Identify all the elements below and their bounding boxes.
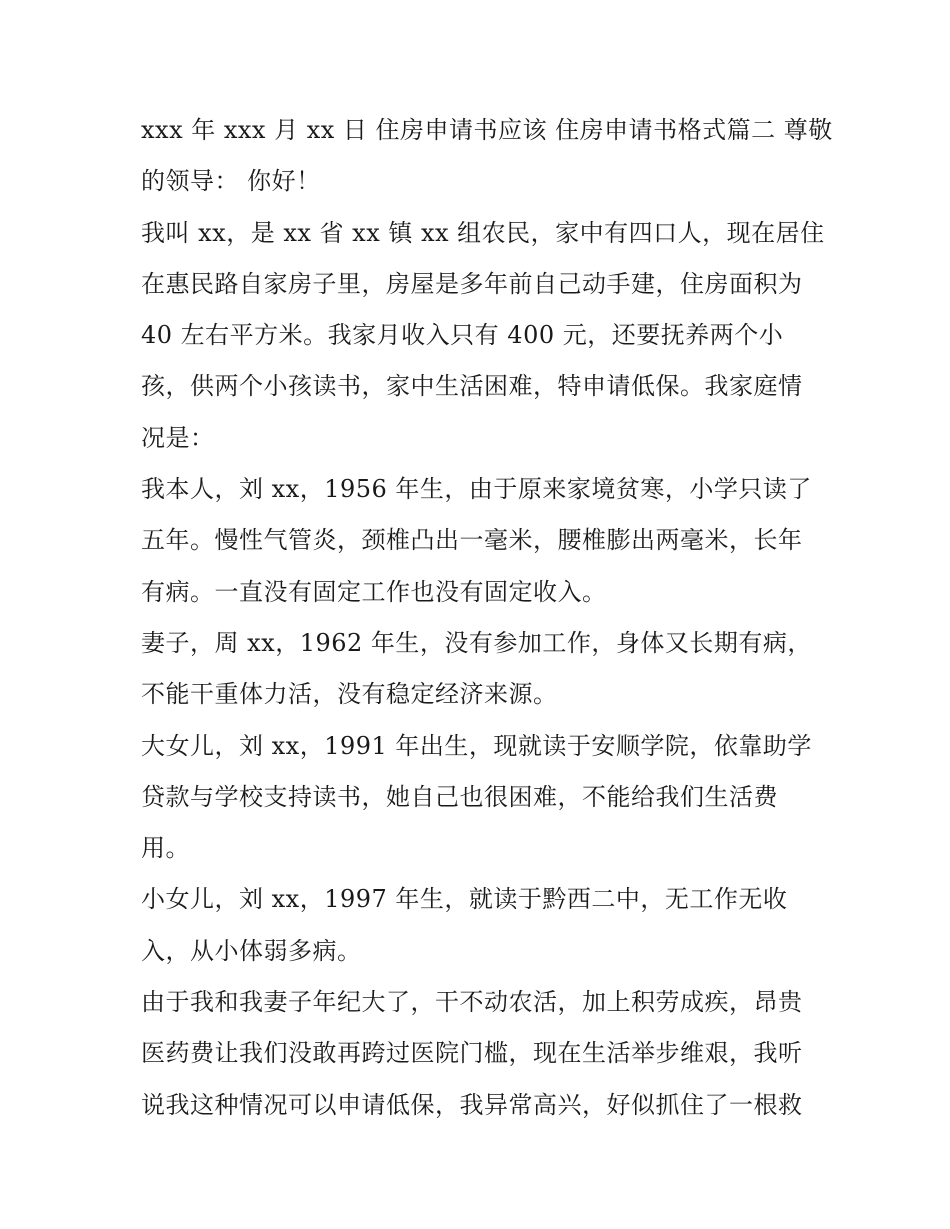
text-line: 40 左右平方米。我家月收入只有 400 元，还要抚养两个小 (141, 321, 784, 350)
text-line: 用。 (141, 834, 190, 863)
text-line: 入，从小体弱多病。 (141, 936, 362, 965)
text-line: 在惠民路自家房子里，房屋是多年前自己动手建，住房面积为 (141, 269, 803, 298)
text-line: 大女儿，刘 xx，1991 年出生，现就读于安顺学院，依靠助学 (141, 731, 812, 760)
text-line: 我叫 xx，是 xx 省 xx 镇 xx 组农民，家中有四口人，现在居住 (141, 218, 825, 247)
text-line: 不能干重体力活，没有稳定经济来源。 (141, 680, 558, 709)
text-line: 小女儿，刘 xx，1997 年生，就读于黔西二中，无工作无收 (141, 885, 788, 914)
text-line: 由于我和我妻子年纪大了，干不动农活，加上积劳成疾，昂贵 (141, 988, 803, 1017)
text-line: 我本人，刘 xx，1956 年生，由于原来家境贫寒，小学只读了 (141, 475, 812, 504)
text-line: xxx 年 xxx 月 xx 日 住房申请书应该 住房申请书格式篇二 尊敬 (141, 116, 833, 144)
text-line: 说我这种情况可以申请低保，我异常高兴，好似抓住了一根救 (141, 1090, 803, 1119)
text-line: 孩，供两个小孩读书，家中生活困难，特申请低保。我家庭情 (141, 372, 803, 401)
text-line: 的领导： 你好！ (141, 167, 321, 196)
text-line: 贷款与学校支持读书，她自己也很困难，不能给我们生活费 (141, 782, 778, 811)
text-line: 有病。一直没有固定工作也没有固定收入。 (141, 577, 607, 606)
text-line: 况是： (141, 423, 215, 452)
document-body (141, 110, 831, 1136)
text-line: 五年。慢性气管炎，颈椎凸出一毫米，腰椎膨出两毫米，长年 (141, 526, 803, 555)
text-line: 医药费让我们没敢再跨过医院门槛，现在生活举步维艰，我听 (141, 1039, 803, 1068)
text-line: 妻子，周 xx，1962 年生，没有参加工作，身体又长期有病， (141, 628, 812, 657)
